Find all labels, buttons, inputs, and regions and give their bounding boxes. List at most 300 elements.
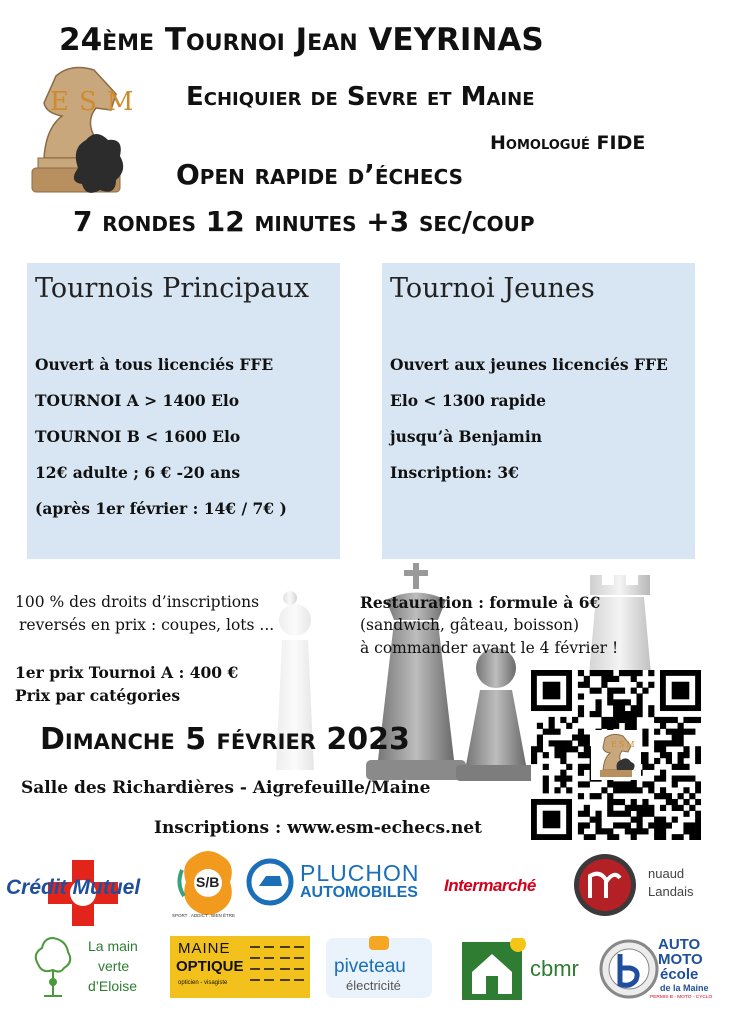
de-la-maine-text: de la Maine bbox=[660, 983, 709, 993]
qr-module bbox=[660, 805, 666, 811]
sponsor-pluchon bbox=[246, 858, 434, 910]
qr-module bbox=[689, 805, 695, 811]
qr-module bbox=[660, 746, 666, 752]
youth-box-line: jusqu’à Benjamin bbox=[390, 427, 542, 446]
qr-code[interactable] bbox=[531, 670, 701, 840]
qr-module bbox=[607, 834, 613, 840]
qr-module bbox=[584, 746, 590, 752]
qr-module bbox=[537, 746, 543, 752]
qr-module bbox=[619, 787, 625, 793]
qr-module bbox=[584, 752, 590, 758]
qr-module bbox=[590, 688, 596, 694]
qr-module bbox=[619, 711, 625, 717]
qr-module bbox=[613, 688, 619, 694]
category-prizes: Prix par catégories bbox=[15, 686, 181, 705]
qr-module bbox=[666, 799, 672, 805]
qr-module bbox=[578, 740, 584, 746]
qr-module bbox=[601, 676, 607, 682]
qr-module bbox=[578, 781, 584, 787]
qr-module bbox=[631, 676, 637, 682]
eloise-text-2: verte bbox=[98, 958, 130, 974]
qr-module bbox=[625, 699, 631, 705]
qr-module bbox=[689, 822, 695, 828]
tree-hand-icon bbox=[30, 934, 76, 1000]
qr-module bbox=[595, 793, 601, 799]
qr-module bbox=[689, 729, 695, 735]
qr-module bbox=[554, 740, 560, 746]
registration-link[interactable]: Inscriptions : www.esm-echecs.net bbox=[154, 818, 482, 838]
qr-module bbox=[678, 740, 684, 746]
credit-mutuel-text: Crédit Mutuel bbox=[6, 876, 141, 899]
qr-module bbox=[666, 793, 672, 799]
qr-module bbox=[648, 670, 654, 676]
qr-module bbox=[654, 828, 660, 834]
qr-module bbox=[683, 799, 689, 805]
qr-module bbox=[537, 723, 543, 729]
qr-module bbox=[554, 729, 560, 735]
event-date: Dimanche 5 février 2023 bbox=[40, 722, 410, 757]
qr-module bbox=[566, 723, 572, 729]
qr-module bbox=[683, 822, 689, 828]
sb-tagline: SPORT . ADDICT . BIEN ÊTRE bbox=[172, 913, 236, 918]
qr-module bbox=[578, 770, 584, 776]
qr-module bbox=[572, 734, 578, 740]
nuaud-text: nuaud bbox=[648, 866, 685, 881]
qr-module bbox=[660, 787, 666, 793]
qr-module bbox=[595, 670, 601, 676]
qr-module bbox=[678, 764, 684, 770]
qr-module bbox=[631, 688, 637, 694]
pluchon-logo-icon bbox=[246, 858, 294, 906]
qr-module bbox=[678, 752, 684, 758]
qr-module bbox=[648, 787, 654, 793]
house-icon bbox=[462, 938, 526, 1002]
qr-module bbox=[566, 764, 572, 770]
qr-module bbox=[531, 752, 537, 758]
qr-module bbox=[666, 822, 672, 828]
qr-module bbox=[678, 758, 684, 764]
qr-module bbox=[642, 764, 648, 770]
qr-module bbox=[637, 705, 643, 711]
knight-piece-icon bbox=[591, 730, 641, 780]
qr-module bbox=[613, 699, 619, 705]
qr-module bbox=[613, 811, 619, 817]
qr-module bbox=[613, 781, 619, 787]
qr-module bbox=[654, 758, 660, 764]
qr-module bbox=[660, 717, 666, 723]
qr-module bbox=[578, 670, 584, 676]
esm-logo bbox=[16, 58, 146, 198]
qr-module bbox=[660, 776, 666, 782]
qr-module bbox=[648, 822, 654, 828]
qr-module bbox=[584, 811, 590, 817]
ecole-text: école bbox=[660, 966, 699, 983]
qr-module bbox=[642, 799, 648, 805]
qr-module bbox=[613, 822, 619, 828]
qr-module bbox=[666, 729, 672, 735]
nuaud-logo-icon bbox=[572, 852, 638, 918]
landais-text: Landais bbox=[648, 884, 694, 899]
qr-module bbox=[625, 670, 631, 676]
qr-module bbox=[595, 699, 601, 705]
qr-module bbox=[683, 764, 689, 770]
qr-module bbox=[578, 705, 584, 711]
qr-module bbox=[554, 746, 560, 752]
main-box-line: (après 1er février : 14€ / 7€ ) bbox=[35, 499, 287, 518]
qr-module bbox=[654, 740, 660, 746]
qr-module bbox=[672, 799, 678, 805]
qr-module bbox=[578, 734, 584, 740]
qr-module bbox=[601, 670, 607, 676]
qr-module bbox=[642, 805, 648, 811]
qr-module bbox=[660, 828, 666, 834]
main-box-line: TOURNOI B < 1600 Elo bbox=[35, 427, 241, 446]
permis-text: PERMIS B - MOTO - CYCLO bbox=[650, 995, 713, 1000]
qr-module bbox=[631, 828, 637, 834]
qr-module bbox=[695, 834, 701, 840]
piveteau-text: piveteau bbox=[334, 956, 406, 977]
qr-module bbox=[631, 817, 637, 823]
qr-module bbox=[613, 705, 619, 711]
sponsor-auto-moto-ecole bbox=[598, 936, 713, 1006]
event-venue: Salle des Richardières - Aigrefeuille/Maine bbox=[21, 778, 431, 798]
qr-module bbox=[637, 670, 643, 676]
qr-module bbox=[654, 834, 660, 840]
qr-module bbox=[554, 787, 560, 793]
qr-module bbox=[601, 828, 607, 834]
qr-module bbox=[531, 746, 537, 752]
qr-module bbox=[619, 670, 625, 676]
qr-module bbox=[566, 746, 572, 752]
qr-module bbox=[631, 711, 637, 717]
qr-module bbox=[549, 740, 555, 746]
cbmr-text: cbmr bbox=[530, 956, 579, 981]
qr-module bbox=[578, 752, 584, 758]
qr-module bbox=[601, 723, 607, 729]
qr-module bbox=[683, 828, 689, 834]
qr-module bbox=[543, 781, 549, 787]
qr-module bbox=[672, 805, 678, 811]
qr-module bbox=[654, 793, 660, 799]
qr-module bbox=[695, 787, 701, 793]
qr-module bbox=[648, 682, 654, 688]
main-box-line: Ouvert à tous licenciés FFE bbox=[35, 355, 274, 374]
qr-module bbox=[678, 793, 684, 799]
qr-module bbox=[672, 734, 678, 740]
qr-module bbox=[637, 787, 643, 793]
qr-module bbox=[672, 776, 678, 782]
qr-module bbox=[637, 699, 643, 705]
moto-text: MOTO bbox=[658, 951, 703, 968]
sponsor-cbmr bbox=[462, 938, 592, 1002]
qr-module bbox=[654, 817, 660, 823]
qr-module bbox=[566, 787, 572, 793]
qr-module bbox=[595, 811, 601, 817]
qr-module bbox=[619, 688, 625, 694]
qr-module bbox=[537, 740, 543, 746]
qr-module bbox=[683, 776, 689, 782]
qr-module bbox=[637, 805, 643, 811]
qr-module bbox=[672, 781, 678, 787]
qr-module bbox=[695, 717, 701, 723]
qr-module bbox=[631, 705, 637, 711]
esm-logo-text: ESM bbox=[50, 87, 144, 117]
qr-module bbox=[642, 781, 648, 787]
prizes-line-2: reversés en prix : coupes, lots ... bbox=[19, 616, 275, 634]
qr-module bbox=[578, 793, 584, 799]
qr-module bbox=[560, 770, 566, 776]
food-order: à commander avant le 4 février ! bbox=[360, 639, 619, 657]
qr-module bbox=[578, 711, 584, 717]
youth-tournament-box bbox=[382, 263, 695, 559]
optique-subtext: opticien - visagiste bbox=[178, 980, 228, 986]
qr-module bbox=[648, 711, 654, 717]
qr-module bbox=[631, 723, 637, 729]
qr-module bbox=[607, 811, 613, 817]
qr-module bbox=[590, 670, 596, 676]
qr-module bbox=[619, 705, 625, 711]
qr-module bbox=[689, 828, 695, 834]
qr-module bbox=[631, 781, 637, 787]
qr-module bbox=[578, 822, 584, 828]
qr-module bbox=[613, 676, 619, 682]
qr-module bbox=[584, 822, 590, 828]
qr-module bbox=[695, 746, 701, 752]
qr-module bbox=[601, 717, 607, 723]
qr-module bbox=[654, 746, 660, 752]
qr-module bbox=[549, 717, 555, 723]
qr-module bbox=[654, 717, 660, 723]
qr-module bbox=[648, 781, 654, 787]
qr-module bbox=[695, 822, 701, 828]
plug-icon bbox=[366, 934, 392, 954]
qr-module bbox=[566, 776, 572, 782]
qr-module bbox=[607, 805, 613, 811]
qr-module bbox=[660, 723, 666, 729]
qr-module bbox=[590, 834, 596, 840]
qr-module bbox=[642, 740, 648, 746]
qr-module bbox=[642, 828, 648, 834]
qr-module bbox=[695, 781, 701, 787]
qr-module bbox=[678, 734, 684, 740]
qr-module bbox=[584, 834, 590, 840]
qr-module bbox=[637, 711, 643, 717]
pluchon-text: PLUCHON bbox=[300, 860, 420, 886]
qr-module bbox=[689, 717, 695, 723]
food-title: Restauration : formule à 6€ bbox=[360, 593, 601, 612]
qr-module bbox=[637, 811, 643, 817]
qr-module bbox=[543, 729, 549, 735]
qr-module bbox=[683, 752, 689, 758]
piveteau-subtext: électricité bbox=[346, 978, 401, 993]
qr-module bbox=[584, 781, 590, 787]
qr-module bbox=[607, 717, 613, 723]
qr-module bbox=[683, 746, 689, 752]
qr-module bbox=[613, 799, 619, 805]
qr-module bbox=[631, 834, 637, 840]
qr-module bbox=[619, 799, 625, 805]
eloise-text-3: d’Eloise bbox=[88, 978, 138, 994]
qr-module bbox=[607, 723, 613, 729]
qr-module bbox=[642, 688, 648, 694]
qr-module bbox=[584, 682, 590, 688]
tournament-title: 24ème Tournoi Jean VEYRINAS bbox=[59, 22, 544, 58]
qr-module bbox=[654, 729, 660, 735]
qr-module bbox=[648, 811, 654, 817]
qr-module bbox=[607, 670, 613, 676]
qr-module bbox=[689, 834, 695, 840]
qr-module bbox=[672, 834, 678, 840]
first-prize: 1er prix Tournoi A : 400 € bbox=[15, 663, 239, 682]
prizes-line-1: 100 % des droits d’inscriptions bbox=[15, 593, 260, 611]
qr-module bbox=[625, 711, 631, 717]
sponsor-credit-mutuel bbox=[6, 856, 166, 928]
qr-module bbox=[672, 764, 678, 770]
qr-module bbox=[625, 811, 631, 817]
qr-module bbox=[625, 781, 631, 787]
qr-module bbox=[584, 764, 590, 770]
qr-module bbox=[689, 793, 695, 799]
qr-module bbox=[631, 799, 637, 805]
qr-module bbox=[666, 740, 672, 746]
qr-module bbox=[683, 717, 689, 723]
food-detail: (sandwich, gâteau, boisson) bbox=[360, 616, 580, 634]
qr-module bbox=[560, 752, 566, 758]
qr-module bbox=[625, 723, 631, 729]
qr-logo-text: ESM bbox=[611, 740, 637, 749]
qr-module bbox=[543, 764, 549, 770]
qr-module bbox=[590, 817, 596, 823]
qr-module bbox=[660, 793, 666, 799]
qr-module bbox=[619, 717, 625, 723]
qr-module bbox=[666, 717, 672, 723]
qr-module bbox=[654, 776, 660, 782]
ecole-logo-icon bbox=[598, 938, 660, 1000]
qr-module bbox=[660, 834, 666, 840]
qr-module bbox=[560, 746, 566, 752]
pluchon-subtext: AUTOMOBILES bbox=[300, 884, 418, 901]
qr-module bbox=[660, 822, 666, 828]
qr-module bbox=[595, 822, 601, 828]
qr-module bbox=[625, 805, 631, 811]
qr-module bbox=[578, 693, 584, 699]
qr-module bbox=[654, 822, 660, 828]
qr-module bbox=[584, 740, 590, 746]
qr-module bbox=[625, 822, 631, 828]
qr-module bbox=[619, 822, 625, 828]
qr-module bbox=[607, 793, 613, 799]
qr-module bbox=[642, 758, 648, 764]
qr-module bbox=[601, 682, 607, 688]
maine-text: MAINE bbox=[178, 940, 231, 957]
qr-module bbox=[678, 729, 684, 735]
qr-module bbox=[683, 811, 689, 817]
qr-module bbox=[678, 805, 684, 811]
qr-module bbox=[595, 817, 601, 823]
qr-module bbox=[619, 811, 625, 817]
qr-center-logo bbox=[591, 730, 641, 780]
qr-module bbox=[531, 758, 537, 764]
qr-module bbox=[660, 740, 666, 746]
qr-module bbox=[648, 764, 654, 770]
qr-module bbox=[631, 787, 637, 793]
fide-label: Homologué FIDE bbox=[490, 132, 646, 154]
qr-module bbox=[590, 711, 596, 717]
qr-module bbox=[607, 676, 613, 682]
qr-module bbox=[590, 793, 596, 799]
qr-module bbox=[672, 817, 678, 823]
qr-module bbox=[666, 758, 672, 764]
qr-module bbox=[613, 717, 619, 723]
qr-module bbox=[566, 740, 572, 746]
qr-module bbox=[572, 746, 578, 752]
glasses-grid-icon bbox=[248, 942, 306, 992]
qr-module bbox=[642, 752, 648, 758]
sponsor-intermarche bbox=[444, 876, 566, 904]
optique-text: OPTIQUE bbox=[176, 958, 244, 975]
qr-module bbox=[637, 682, 643, 688]
qr-module bbox=[666, 752, 672, 758]
qr-module bbox=[543, 752, 549, 758]
qr-module bbox=[625, 717, 631, 723]
qr-module bbox=[678, 834, 684, 840]
qr-module bbox=[595, 688, 601, 694]
qr-module bbox=[695, 817, 701, 823]
qr-module bbox=[678, 776, 684, 782]
qr-module bbox=[543, 787, 549, 793]
youth-box-line: Inscription: 3€ bbox=[390, 463, 519, 482]
qr-module bbox=[695, 811, 701, 817]
sponsor-sb bbox=[172, 850, 244, 922]
qr-module bbox=[572, 717, 578, 723]
qr-module bbox=[560, 781, 566, 787]
qr-module bbox=[607, 828, 613, 834]
qr-module bbox=[642, 734, 648, 740]
qr-module bbox=[607, 693, 613, 699]
qr-module bbox=[560, 717, 566, 723]
qr-module bbox=[642, 811, 648, 817]
qr-module bbox=[631, 717, 637, 723]
sponsor-maine-optique bbox=[170, 936, 310, 998]
main-box-line: TOURNOI A > 1400 Elo bbox=[35, 391, 240, 410]
qr-module bbox=[637, 817, 643, 823]
qr-module bbox=[607, 799, 613, 805]
qr-module bbox=[613, 787, 619, 793]
qr-module bbox=[560, 740, 566, 746]
auto-text: AUTO bbox=[658, 936, 701, 953]
qr-module bbox=[554, 752, 560, 758]
qr-module bbox=[607, 688, 613, 694]
qr-module bbox=[584, 676, 590, 682]
qr-module bbox=[578, 682, 584, 688]
qr-module bbox=[683, 787, 689, 793]
qr-module bbox=[695, 799, 701, 805]
youth-box-title: Tournoi Jeunes bbox=[390, 273, 595, 304]
qr-module bbox=[695, 752, 701, 758]
qr-module bbox=[554, 776, 560, 782]
sponsor-nuaud-landais bbox=[572, 852, 722, 918]
intermarche-text: Intermarché bbox=[444, 876, 536, 895]
queen-piece-icon bbox=[283, 591, 297, 605]
qr-module bbox=[631, 670, 637, 676]
qr-module bbox=[637, 693, 643, 699]
qr-module bbox=[672, 729, 678, 735]
qr-module bbox=[672, 717, 678, 723]
qr-module bbox=[549, 729, 555, 735]
youth-box-line: Ouvert aux jeunes licenciés FFE bbox=[390, 355, 668, 374]
sb-text: S/B bbox=[196, 874, 220, 890]
main-box-title: Tournois Principaux bbox=[35, 273, 310, 304]
